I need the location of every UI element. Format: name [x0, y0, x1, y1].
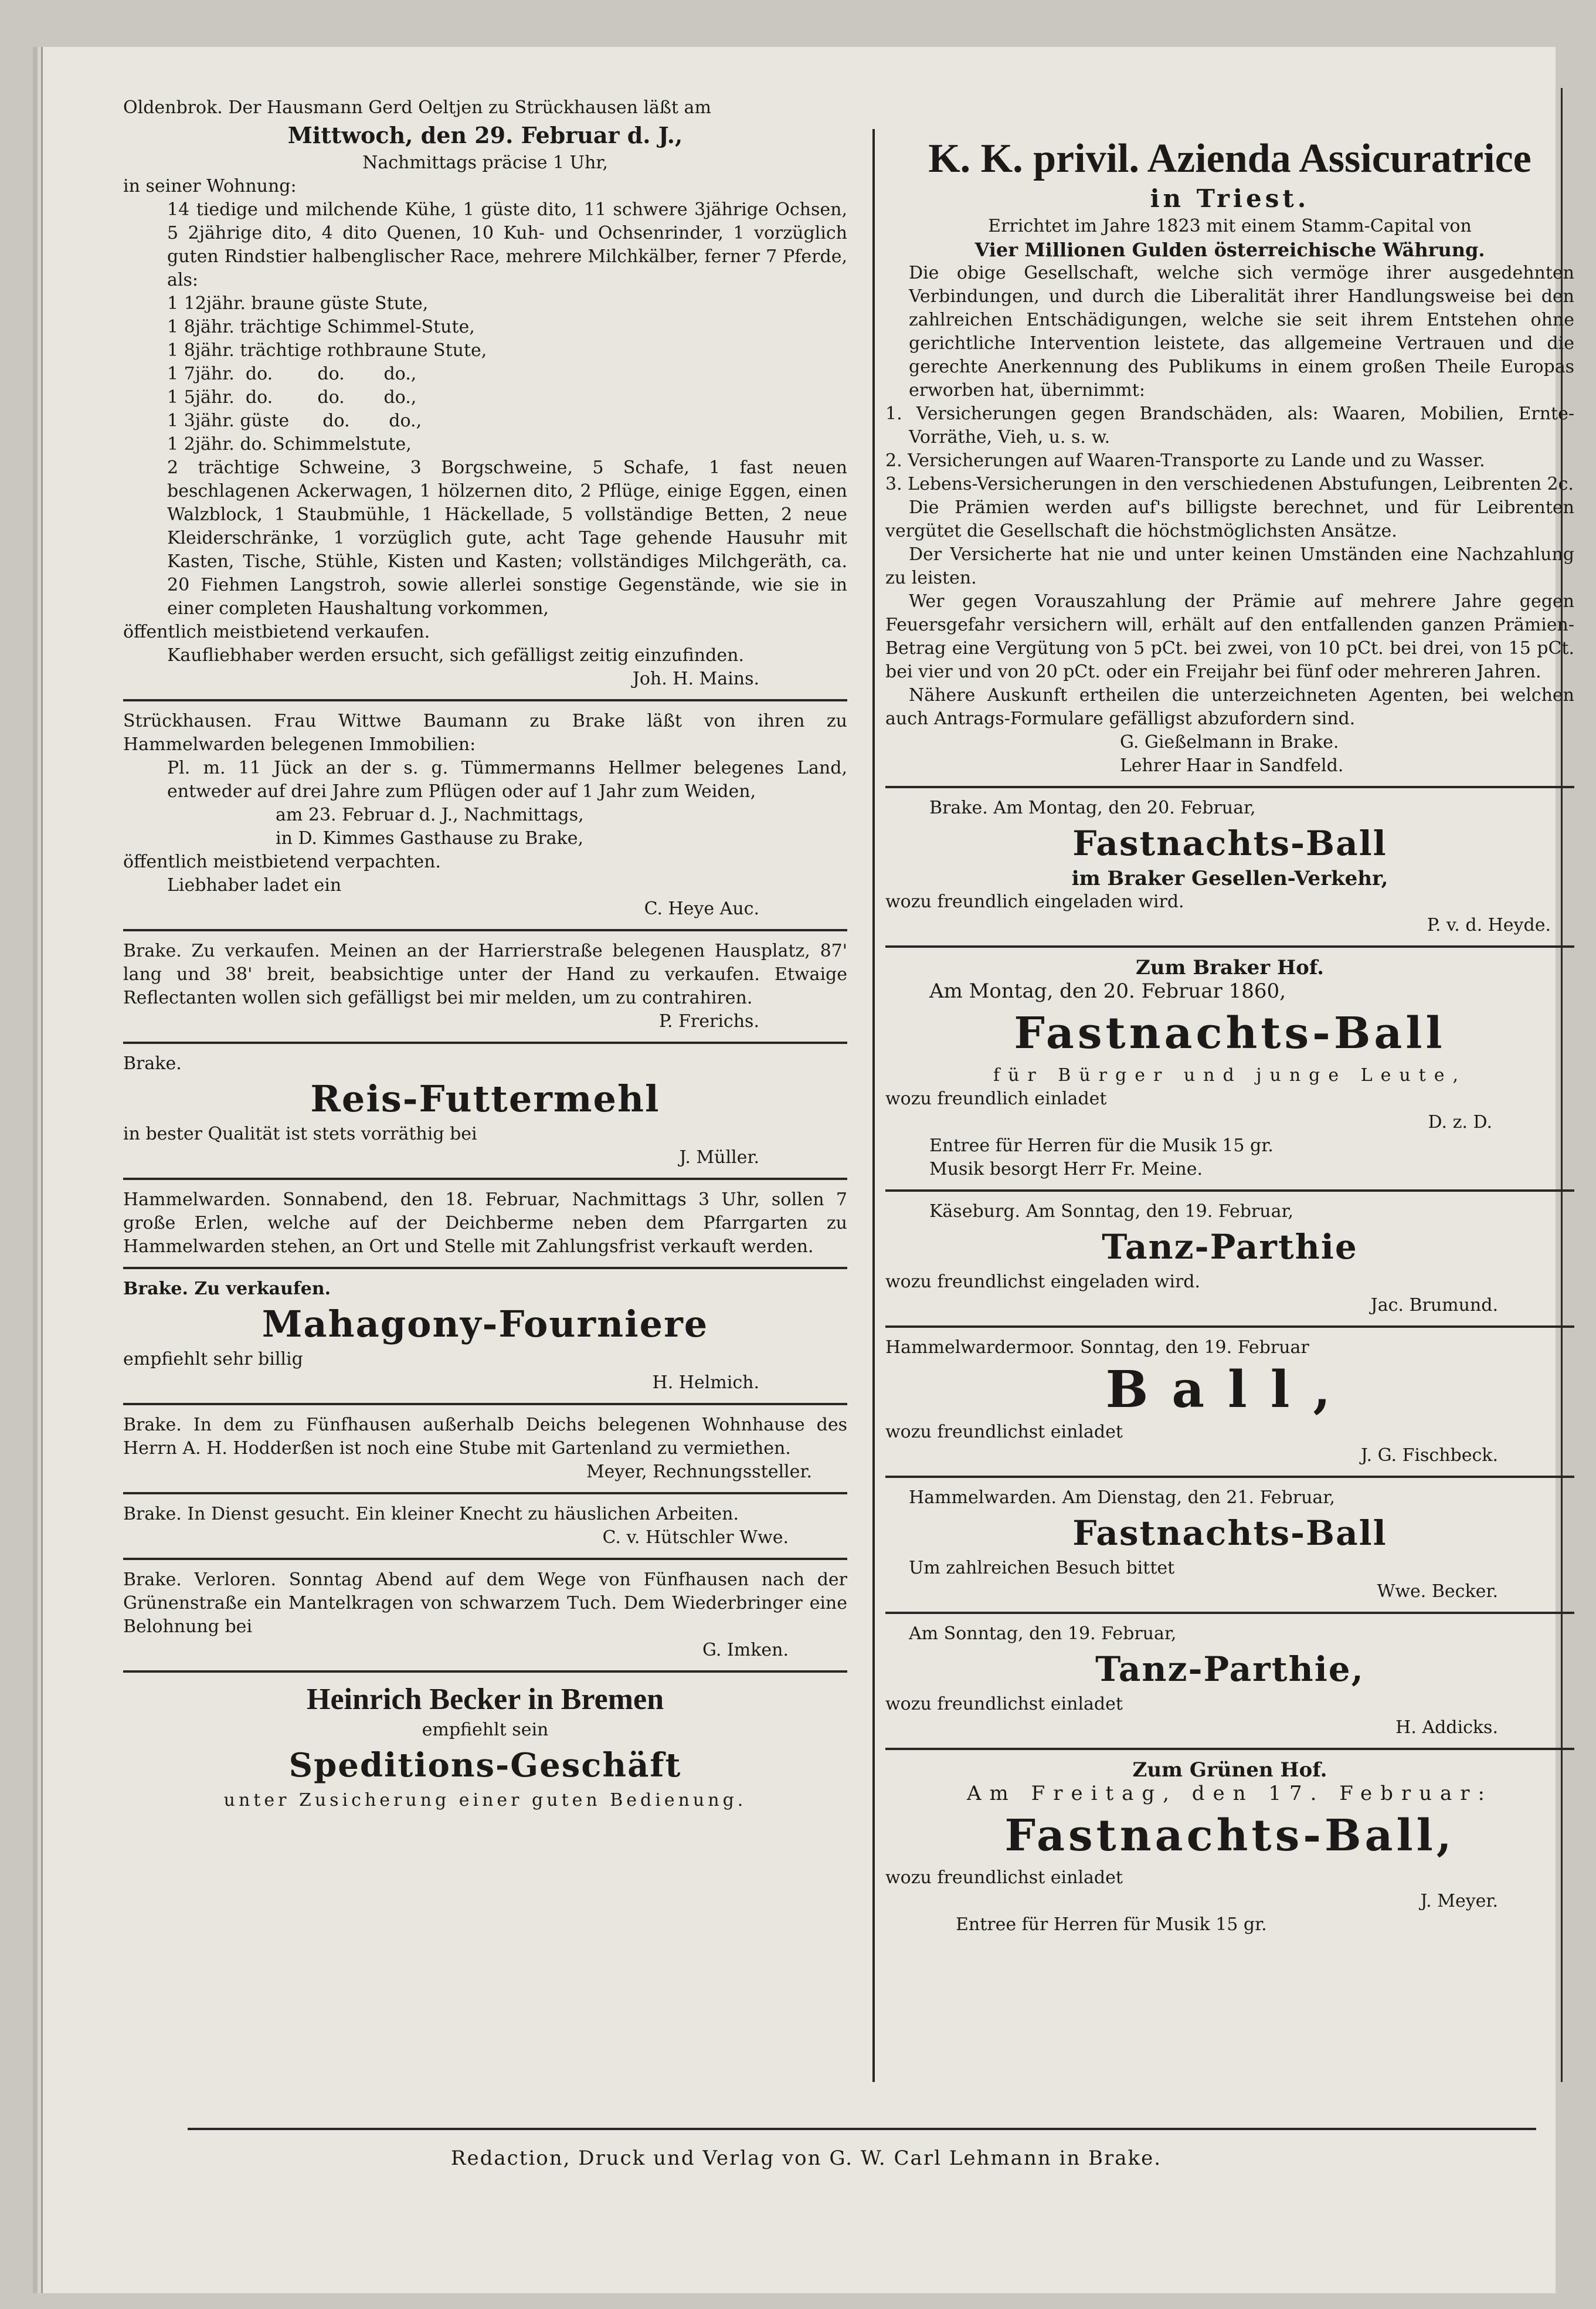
ad-signature: H. Helmich.: [652, 1372, 759, 1393]
ad-text: Hammelwarden. Sonnabend, den 18. Februar, Nachmittags 3 Uhr, sollen 7 große Erlen, welche auf der Deichberme neben dem Pfarrgarten zu Hammelwarden stehen, an Ort und Stelle mit Zahlungsfrist verkauft werden.: [123, 1189, 847, 1257]
ad-signature: Joh. H. Mains.: [632, 669, 759, 689]
ad-rent-fuenfhausen: [123, 1403, 847, 1492]
ad-tanz-kaeseburg: [885, 1189, 1574, 1325]
ad-signature: C. Heye Auc.: [644, 898, 759, 919]
ad-service-wanted: [123, 1492, 847, 1558]
ad-text: öffentlich meistbietend verpachten.: [123, 852, 441, 872]
ad-place: Brake.: [123, 1053, 182, 1074]
ad-text: Brake. In dem zu Fünfhausen außerhalb Deichs belegenen Wohnhause des Herrn A. H. Hodderßen ist noch eine Stube mit Gartenland zu vermiethen.: [123, 1415, 847, 1459]
ad-sale-frerichs: [123, 929, 847, 1042]
ad-signature: D. z. D.: [1428, 1112, 1492, 1133]
ad-title: Speditions-Geschäft: [288, 1746, 682, 1785]
list-item: 1 8jähr. trächtige rothbraune Stute,: [167, 340, 487, 361]
list-item: 1 2jähr. do. Schimmelstute,: [167, 434, 412, 455]
ad-text: empfiehlt sein: [422, 1720, 549, 1740]
ad-signature: P. v. d. Heyde.: [1427, 915, 1551, 935]
ad-signature: Meyer, Rechnungssteller.: [586, 1462, 812, 1482]
ad-heading: Zum Braker Hof.: [1135, 956, 1325, 979]
ad-date: Mittwoch, den 29. Februar d. J.,: [287, 122, 683, 148]
ad-subtitle: in Triest.: [1150, 184, 1310, 213]
ad-becker-bremen: [123, 1670, 847, 1820]
ad-signature: J. Müller.: [679, 1147, 759, 1168]
ad-text: Errichtet im Jahre 1823 mit einem Stamm-Capital von: [988, 216, 1472, 236]
list-item: 1 3jähr. güste do. do.,: [167, 411, 422, 431]
ad-text: wozu freundlichst einladet: [885, 1422, 1123, 1442]
ad-text: Strückhausen. Frau Wittwe Baumann zu Brake läßt von ihren zu Hammelwarden belegenen Immobilien:: [123, 711, 847, 755]
ad-signature: J. Meyer.: [1420, 1891, 1498, 1911]
ad-text: Hammelwarden. Am Dienstag, den 21. Februar,: [909, 1487, 1335, 1508]
column-divider: [872, 129, 875, 2082]
ad-time: Nachmittags präcise 1 Uhr,: [362, 152, 608, 173]
ad-heading: Zum Grünen Hof.: [1132, 1758, 1327, 1782]
ad-ball-gesellen: [885, 786, 1574, 945]
list-item: 1 12jähr. braune güste Stute,: [167, 293, 429, 314]
ad-title: Tanz-Parthie,: [1095, 1649, 1364, 1689]
ad-text: wozu freundlichst einladet: [885, 1867, 1123, 1888]
ad-text: wozu freundlich eingeladen wird.: [885, 891, 1184, 912]
ad-title: Fastnachts-Ball,: [1004, 1810, 1455, 1861]
ad-text: Pl. m. 11 Jück an der s. g. Tümmermanns Hellmer belegenes Land, entweder auf drei Jahre zum Pflügen oder auf 1 Jahr zum Weiden,: [167, 758, 847, 802]
ad-signature: Lehrer Haar in Sandfeld.: [1120, 755, 1344, 776]
ad-text: Kaufliebhaber werden ersucht, sich gefälligst zeitig einzufinden.: [167, 645, 744, 666]
ad-text: Liebhaber ladet ein: [167, 875, 342, 896]
ad-text: Musik besorgt Herr Fr. Meine.: [929, 1159, 1203, 1179]
ad-items: 2 trächtige Schweine, 3 Borgschweine, 5 Schafe, 1 fast neuen beschlagenen Ackerwagen, 1 hölzernen dito, 2 Pflüge, einige Eggen, einen Walzblock, 1 Staubmühle, 1 Häckellade, 5 vollständige Betten, 2 neue Kleiderschränke, 1 vorzüglich gute, acht Tage gehende Hausuhr mit Kasten, Tische, Stühle, Kisten und Kasten; vollständiges Milchgeräth, ca. 20 Fiehmen Langstroh, sowie allerlei sonstige Gegenstände, wie sie in einer completen Haushaltung vorkommen,: [167, 457, 847, 619]
ad-text: Brake. Zu verkaufen. Meinen an der Harrierstraße belegenen Hausplatz, 87' lang und 38' breit, beabsichtige unter der Hand zu verkaufen. Etwaige Reflectanten wollen sich gefälligst bei mir melden, um zu contrahiren.: [123, 941, 847, 1008]
footer-rule: [188, 2128, 1536, 2130]
right-column: [885, 88, 1574, 1945]
imprint-footer: Redaction, Druck und Verlag von G. W. Carl Lehmann in Brake.: [450, 2147, 1162, 2170]
ad-title: K. K. privil. Azienda Assicuratrice: [928, 136, 1532, 181]
ad-text: empfiehlt sehr billig: [123, 1349, 303, 1369]
ad-signature: P. Frerichs.: [658, 1011, 759, 1032]
ad-title: Fastnachts-Ball: [1014, 1008, 1446, 1059]
ad-erlen-hammelwarden: [123, 1178, 847, 1267]
ad-title: Mahagony-Fourniere: [262, 1303, 709, 1345]
ad-lease-strueckhausen: [123, 699, 847, 929]
ad-signature: Wwe. Becker.: [1377, 1581, 1498, 1602]
list-item: 1 5jähr. do. do. do.,: [167, 387, 417, 408]
left-column: [123, 88, 847, 1820]
ad-text: Nähere Auskunft ertheilen die unterzeichneten Agenten, bei welchen auch Antrags-Formulare gefälligst abzufordern sind.: [885, 685, 1574, 729]
horse-list: [123, 292, 847, 456]
ad-text: wozu freundlich einladet: [885, 1089, 1107, 1109]
ad-text: Brake. Verloren. Sonntag Abend auf dem Wege von Fünfhausen nach der Grünenstraße ein Mantelkragen von schwarzem Tuch. Dem Wiederbringer eine Belohnung bei: [123, 1569, 847, 1637]
ad-text: Käseburg. Am Sonntag, den 19. Februar,: [929, 1201, 1294, 1222]
ad-reis-futtermehl: [123, 1042, 847, 1178]
ad-items: 14 tiedige und milchende Kühe, 1 güste dito, 11 schwere 3jährige Ochsen, 5 2jährige dito, 4 dito Quenen, 10 Kuh- und Ochsenrinder, 1 vorzüglich guten Rindstier halbenglischer Race, mehrere Milchkälber, ferner 7 Pferde, als:: [167, 199, 847, 290]
ad-text: Hammelwardermoor. Sonntag, den 19. Februar: [885, 1337, 1309, 1358]
ad-ball-braker-hof: [885, 945, 1574, 1189]
ad-signature: Jac. Brumund.: [1370, 1295, 1498, 1315]
ad-text: öffentlich meistbietend verkaufen.: [123, 622, 430, 642]
ad-text: unter Zusicherung einer guten Bedienung.: [223, 1790, 747, 1810]
ad-text: Am Sonntag, den 19. Februar,: [909, 1623, 1177, 1644]
ad-list: [885, 402, 1574, 496]
ad-signature: H. Addicks.: [1395, 1717, 1498, 1738]
ad-text: Wer gegen Vorauszahlung der Prämie auf mehrere Jahre gegen Feuersgefahr versichern will, erhält auf den entfallenden ganzen Prämien-Betrag eine Vergütung von 5 pCt. bei zwei, von 10 pCt. bei drei, von 15 pCt. bei vier und von 20 pCt. oder ein Freijahr bei fünf oder mehreren Jahren.: [885, 591, 1574, 682]
ad-text: Brake. In Dienst gesucht. Ein kleiner Knecht zu häuslichen Arbeiten.: [123, 1504, 739, 1524]
ad-ball-gruener-hof: [885, 1748, 1574, 1945]
list-item: 1. Versicherungen gegen Brandschäden, als: Waaren, Mobilien, Ernte-Vorräthe, Vieh, u. s. w.: [885, 404, 1574, 447]
ad-title: Fastnachts-Ball: [1072, 823, 1387, 863]
ad-ball-hammelwarden: [885, 1476, 1574, 1612]
ad-text: Entree für Herren für Musik 15 gr.: [956, 1914, 1267, 1935]
list-item: 3. Lebens-Versicherungen in den verschiedenen Abstufungen, Leibrenten 2c.: [885, 474, 1574, 494]
ad-title: Reis-Futtermehl: [310, 1077, 660, 1120]
ad-text: Vier Millionen Gulden österreichische Währung.: [974, 239, 1485, 261]
ad-text: Am Montag, den 20. Februar 1860,: [929, 979, 1286, 1003]
ad-text: Oldenbrok. Der Hausmann Gerd Oeltjen zu Strückhausen läßt am: [123, 97, 711, 118]
ad-title: Ball,: [1105, 1360, 1354, 1419]
ad-signature: J. G. Fischbeck.: [1360, 1445, 1498, 1466]
ad-lost: [123, 1558, 847, 1670]
ad-text: Die obige Gesellschaft, welche sich vermöge ihrer ausgedehnten Verbindungen, und durch die Liberalität ihrer Handlungsweise bei den zahlreichen Entschädigungen, welche sie seit ihrem Entstehen ohne gerichtliche Intervention leistete, das allgemeine Vertrauen und die gerechte Anerkennung des Publikums in einem großen Theile Europas erworben hat, übernimmt:: [909, 263, 1574, 401]
ad-title: Tanz-Parthie: [1102, 1227, 1358, 1267]
ad-text: wozu freundlichst eingeladen wird.: [885, 1272, 1201, 1292]
ad-text: in D. Kimmes Gasthause zu Brake,: [276, 828, 584, 849]
ad-signature: C. v. Hütschler Wwe.: [602, 1527, 789, 1548]
ad-text: Die Prämien werden auf's billigste berechnet, und für Leibrenten vergütet die Gesellschaft die höchstmöglichsten Ansätze.: [885, 497, 1574, 541]
list-item: 2. Versicherungen auf Waaren-Transporte zu Lande und zu Wasser.: [885, 450, 1485, 471]
ad-text: am 23. Februar d. J., Nachmittags,: [276, 805, 584, 825]
list-item: 1 8jähr. trächtige Schimmel-Stute,: [167, 317, 475, 337]
ad-text: Am Freitag, den 17. Februar:: [967, 1782, 1493, 1805]
ad-auction-oldenbrok: [123, 88, 847, 699]
ad-insurance-trieste: [885, 135, 1574, 786]
ad-place: in seiner Wohnung:: [123, 176, 297, 196]
ad-text: Der Versicherte hat nie und unter keinen Umständen eine Nachzahlung zu leisten.: [885, 544, 1574, 588]
ad-subtitle: für Bürger und junge Leute,: [993, 1065, 1466, 1086]
ad-text: in bester Qualität ist stets vorräthig bei: [123, 1124, 477, 1144]
ad-title: Fastnachts-Ball: [1072, 1513, 1387, 1553]
ad-text: Brake. Am Montag, den 20. Februar,: [929, 798, 1256, 818]
ad-tanz-addicks: [885, 1612, 1574, 1748]
ad-text: Um zahlreichen Besuch bittet: [909, 1558, 1175, 1578]
ad-mahagony: [123, 1267, 847, 1403]
ad-text: wozu freundlichst einladet: [885, 1694, 1123, 1714]
ad-ball-hammelwardermoor: [885, 1325, 1574, 1476]
ad-heading: Brake. Zu verkaufen.: [123, 1279, 331, 1299]
list-item: 1 7jähr. do. do. do.,: [167, 364, 417, 384]
ad-subtitle: im Braker Gesellen-Verkehr,: [1071, 867, 1388, 890]
ad-signature: G. Gießelmann in Brake.: [1120, 732, 1339, 752]
ad-signature: G. Imken.: [702, 1640, 789, 1660]
ad-text: Entree für Herren für die Musik 15 gr.: [929, 1135, 1274, 1156]
ad-title: Heinrich Becker in Bremen: [307, 1683, 664, 1716]
